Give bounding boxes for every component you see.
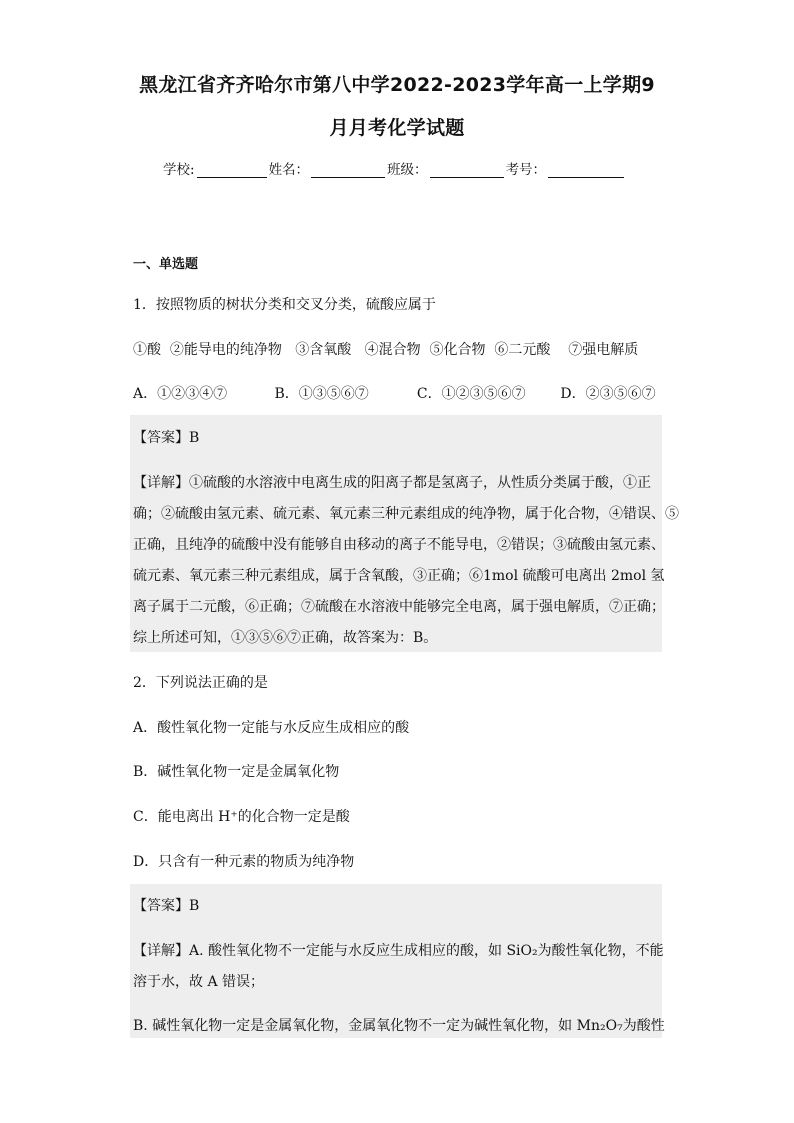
detail-q1-line-1: 【详解】①硫酸的水溶液中电离生成的阳离子都是氢离子，从性质分类属于酸，①正 [133,475,651,491]
option-b: B．①③⑤⑥⑦ [274,386,369,402]
question-2-stem: 2．下列说法正确的是 [133,675,268,691]
detail-q1-line-5: 离子属于二元酸，⑥正确；⑦硫酸在水溶液中能够完全电离，属于强电解质，⑦正确； [133,599,665,615]
question-1-items: ①酸 ②能导电的纯净物 ③含氧酸 ④混合物 ⑤化合物 ⑥二元酸 ⑦强电解质 [133,342,639,358]
question-1-stem: 1．按照物质的树状分类和交叉分类，硫酸应属于 [133,297,436,313]
detail-q2-line-1: 【详解】A. 酸性氧化物不一定能与水反应生成相应的酸，如 SiO₂为酸性氧化物，不能 [133,943,664,959]
exam-no-label: 考号： [505,162,547,178]
question-1-options [133,383,656,403]
option-d: D．②③⑤⑥⑦ [560,386,656,402]
name-label: 姓名： [268,162,310,178]
document-title-line-1: 黑龙江省齐齐哈尔市第八中学2022-2023学年高一上学期9 [139,74,655,96]
question-2-option-b: B．碱性氧化物一定是金属氧化物 [133,764,340,780]
name-blank [311,163,385,178]
student-info-row [163,158,626,178]
class-blank [430,163,504,178]
detail-q2-line-2: 溶于水，故 A 错误； [133,974,265,990]
detail-q1-line-3: 正确，且纯净的硫酸中没有能够自由移动的离子不能导电，②错误；③硫酸由氢元素、 [133,537,665,553]
detail-q1-line-4: 硫元素、氧元素三种元素组成，属于含氧酸，③正确；⑥1mol 硫酸可电离出 2mol 氢 [133,568,665,584]
school-label: 学校: [163,162,195,178]
answer-q1: 【答案】B [133,430,200,446]
document-title-line-2: 月月考化学试题 [329,117,465,139]
exam-no-blank [548,163,624,178]
detail-q2-line-3: B. 碱性氧化物一定是金属氧化物，金属氧化物不一定为碱性氧化物，如 Mn₂O₇为酸性 [133,1018,665,1034]
option-c: C．①②③⑤⑥⑦ [416,386,526,402]
class-label: 班级： [387,162,428,178]
question-2-option-d: D．只含有一种元素的物质为纯净物 [133,854,355,870]
option-a: A．①②③④⑦ [133,386,228,402]
school-blank [197,163,267,178]
answer-q2: 【答案】B [133,898,200,914]
question-2-option-a: A．酸性氧化物一定能与水反应生成相应的酸 [133,720,410,736]
question-2-option-c: C．能电离出 H⁺的化合物一定是酸 [133,809,350,825]
detail-q1-line-2: 确；②硫酸由氢元素、硫元素、氧元素三种元素组成的纯净物，属于化合物，④错误、⑤ [133,506,679,522]
section-heading: 一、单选题 [133,257,199,272]
detail-q1-line-6: 综上所述可知，①③⑤⑥⑦正确，故答案为：B。 [133,630,438,646]
